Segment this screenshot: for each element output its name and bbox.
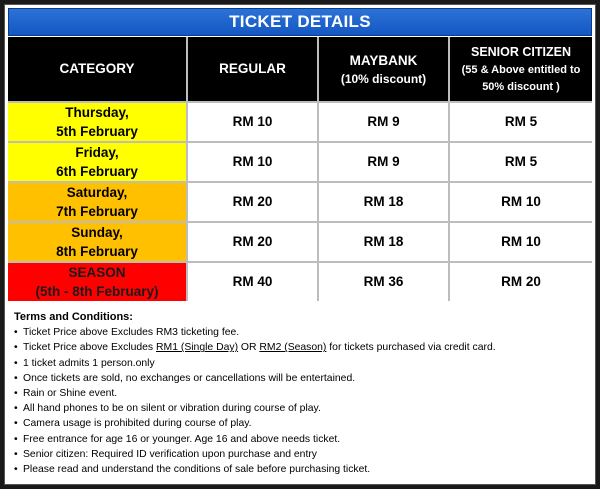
price-senior: RM 5	[450, 103, 592, 141]
terms-text: Ticket Price above Excludes	[23, 342, 157, 354]
price-regular: RM 20	[188, 223, 317, 261]
header-category-label: CATEGORY	[59, 61, 135, 76]
terms-item: • Please read and understand the conditions of sale before purchasing ticket.	[14, 462, 586, 477]
price-senior: RM 20	[450, 263, 592, 301]
ticket-price-table	[8, 37, 592, 301]
terms-item: • Camera usage is prohibited during course of play.	[14, 416, 586, 431]
price-maybank: RM 18	[319, 183, 448, 221]
category-day: SEASON	[68, 265, 126, 280]
header-senior-label: SENIOR CITIZEN	[470, 45, 571, 59]
header-maybank	[319, 37, 448, 101]
price-maybank: RM 36	[319, 263, 448, 301]
price-maybank: RM 18	[319, 223, 448, 261]
price-regular: RM 20	[188, 183, 317, 221]
terms-item: • Rain or Shine event.	[14, 386, 586, 401]
category-date: (5th - 8th February)	[35, 284, 159, 299]
category-day: Sunday,	[71, 225, 123, 240]
price-regular: RM 10	[188, 103, 317, 141]
terms-item-credit-card	[14, 340, 586, 355]
terms-single-day-fee: RM1 (Single Day)	[156, 342, 239, 354]
header-senior-note-line2: 50% discount )	[482, 81, 560, 93]
terms-item: • Ticket Price above Excludes RM3 ticketing fee.	[14, 325, 586, 340]
ticket-details-title: TICKET DETAILS	[8, 8, 592, 36]
price-senior: RM 5	[450, 143, 592, 181]
terms-and-conditions	[8, 303, 592, 481]
terms-heading: Terms and Conditions:	[14, 311, 133, 323]
terms-item: • Senior citizen: Required ID verification upon purchase and entry	[14, 447, 586, 462]
terms-list	[14, 325, 586, 477]
category-sunday	[8, 223, 186, 261]
category-date: 6th February	[56, 164, 138, 179]
terms-item: • Free entrance for age 16 or younger. Age 16 and above needs ticket.	[14, 432, 586, 447]
price-regular: RM 10	[188, 143, 317, 181]
terms-item: • Once tickets are sold, no exchanges or cancellations will be entertained.	[14, 371, 586, 386]
category-day: Saturday,	[66, 185, 128, 200]
header-regular-label: REGULAR	[219, 61, 286, 76]
terms-text: for tickets purchased via credit card.	[326, 342, 496, 354]
category-date: 7th February	[56, 204, 138, 219]
category-day: Friday,	[75, 145, 119, 160]
category-season	[8, 263, 186, 301]
price-maybank: RM 9	[319, 143, 448, 181]
terms-item: • 1 ticket admits 1 person.only	[14, 356, 586, 371]
price-regular: RM 40	[188, 263, 317, 301]
category-date: 8th February	[56, 244, 138, 259]
terms-text: OR	[238, 342, 260, 354]
header-regular	[188, 37, 317, 101]
header-senior-note-line1: (55 & Above entitled to	[461, 64, 581, 76]
price-senior: RM 10	[450, 223, 592, 261]
category-saturday	[8, 183, 186, 221]
category-day: Thursday,	[65, 105, 129, 120]
category-friday	[8, 143, 186, 181]
category-thursday	[8, 103, 186, 141]
category-date: 5th February	[56, 124, 138, 139]
header-senior-citizen	[450, 37, 592, 101]
terms-season-fee: RM2 (Season)	[259, 342, 327, 354]
ticket-details-panel	[4, 4, 596, 485]
header-category	[8, 37, 186, 101]
price-maybank: RM 9	[319, 103, 448, 141]
header-maybank-discount: (10% discount)	[340, 71, 427, 86]
price-senior: RM 10	[450, 183, 592, 221]
terms-item: • All hand phones to be on silent or vibration during course of play.	[14, 401, 586, 416]
header-maybank-label: MAYBANK	[349, 52, 418, 68]
